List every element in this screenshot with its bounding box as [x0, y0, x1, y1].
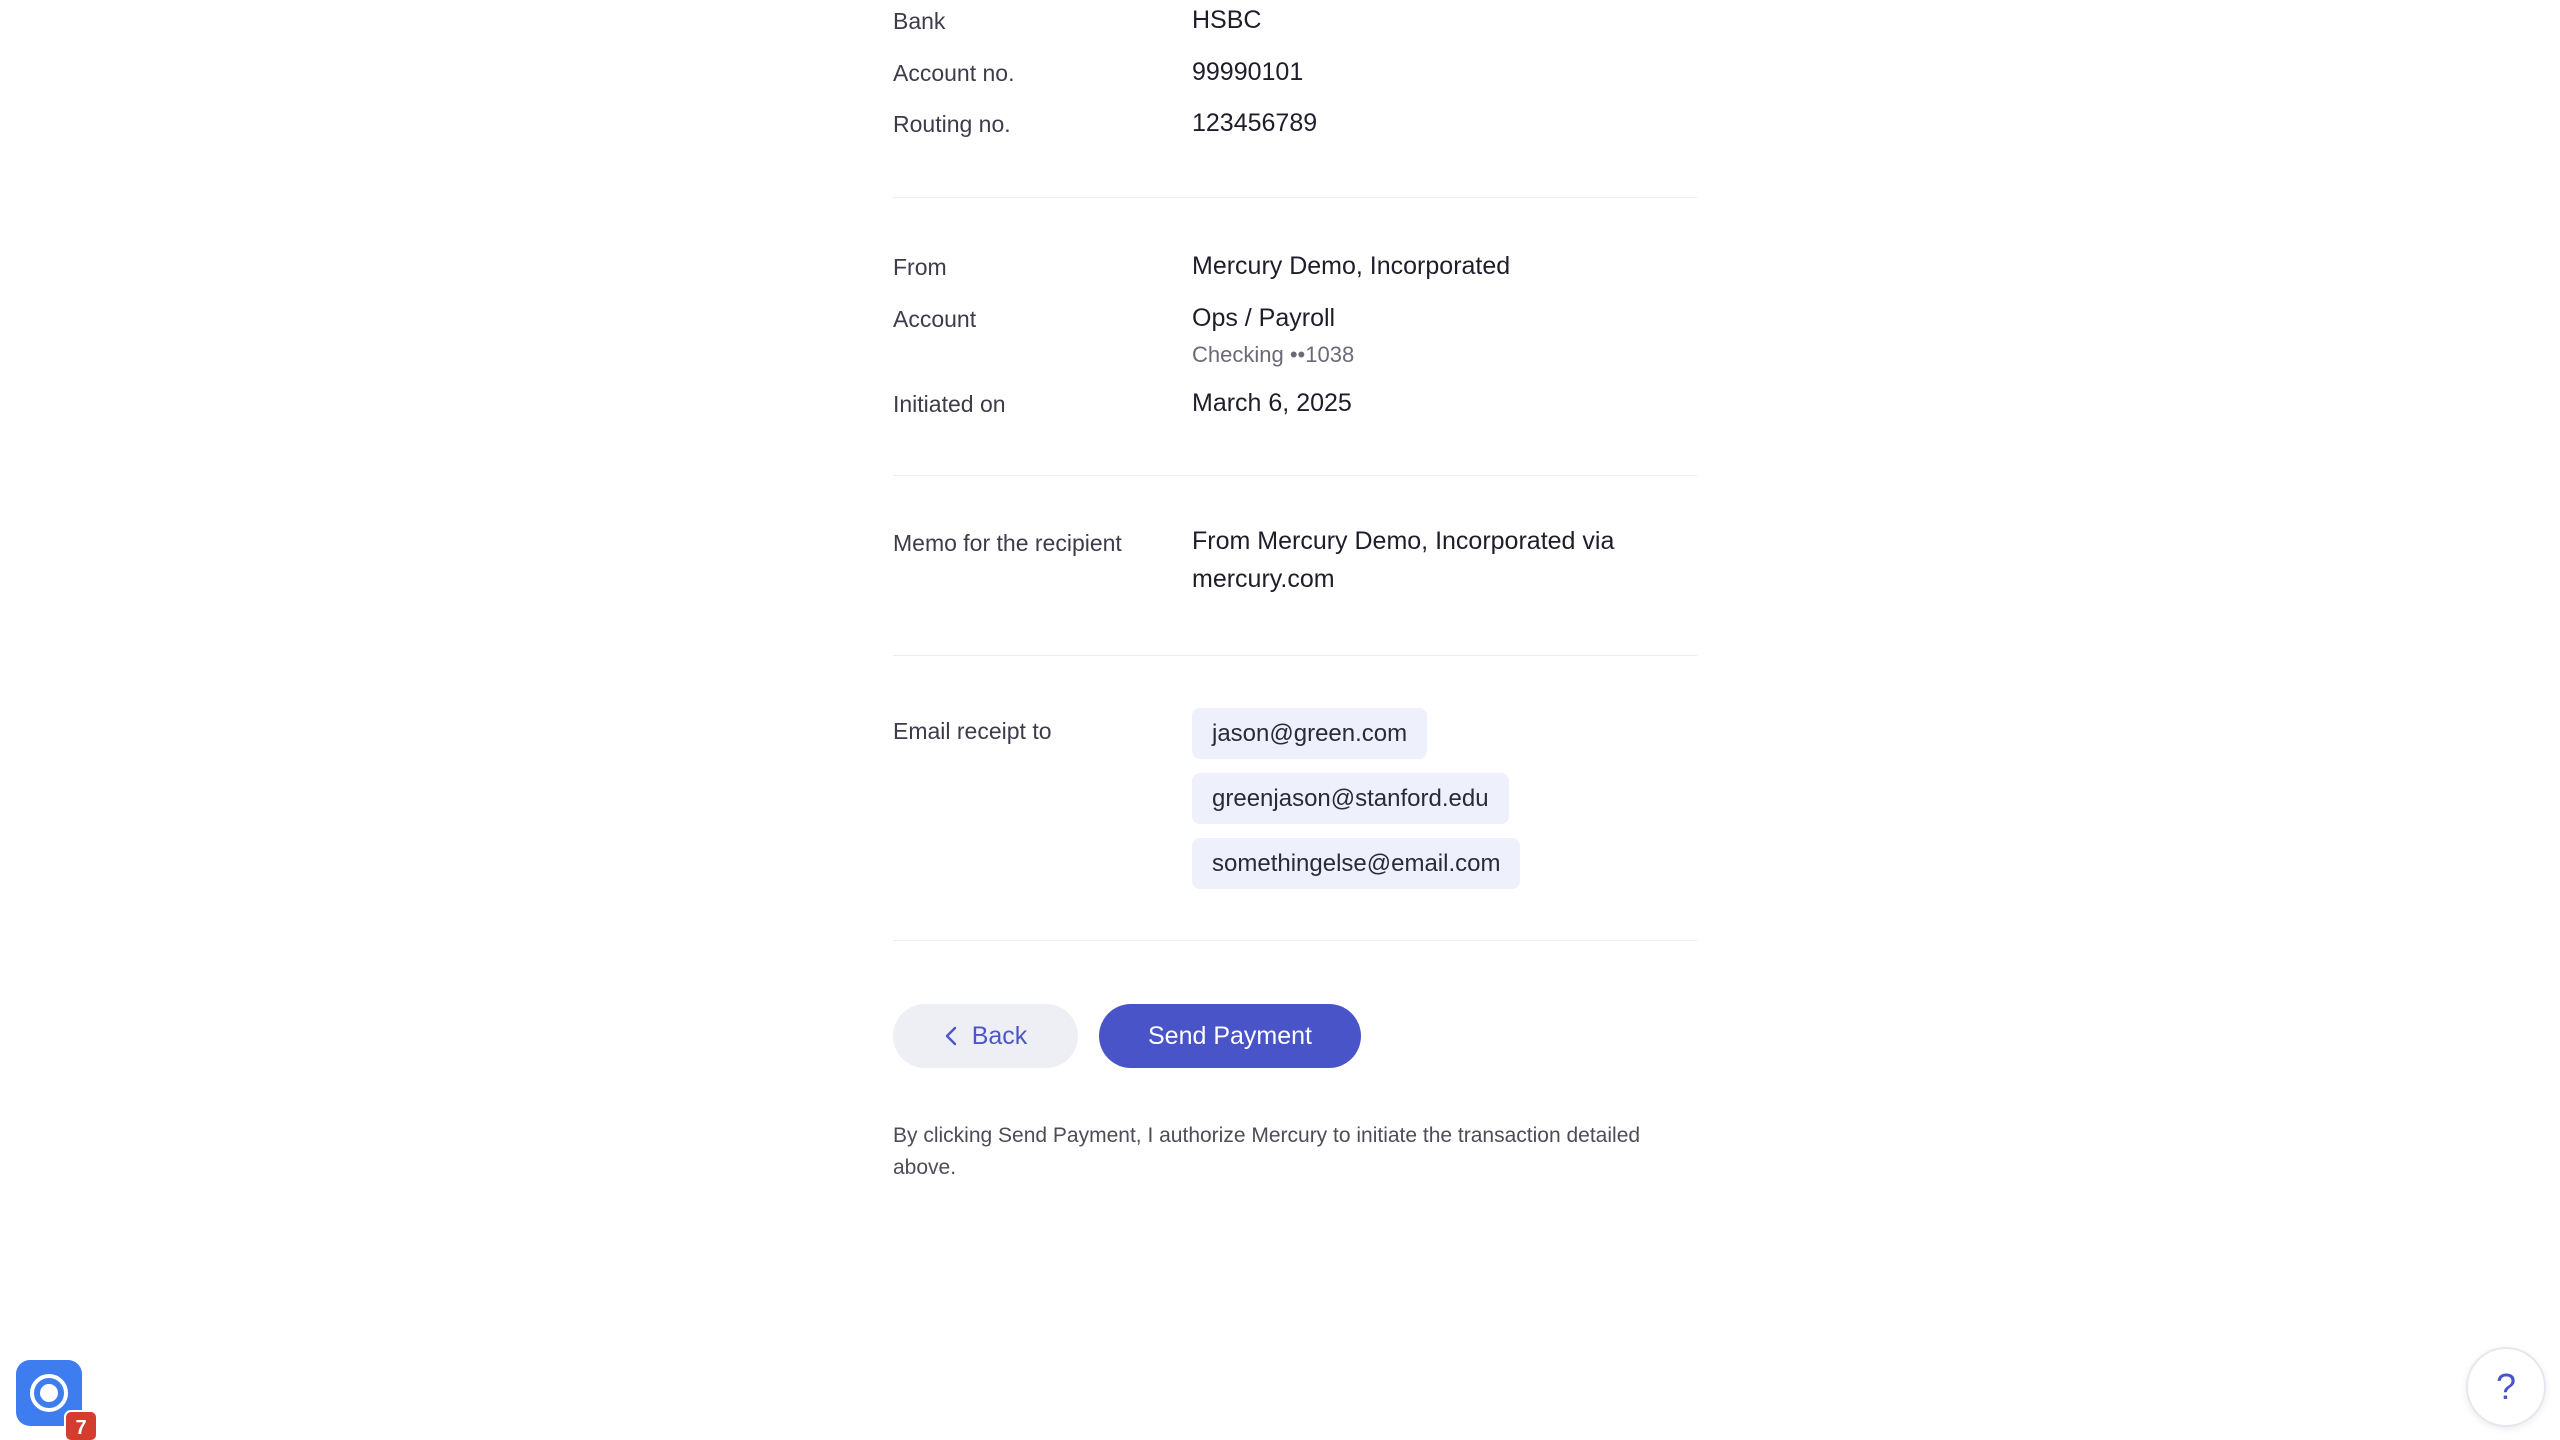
divider [893, 475, 1697, 476]
from-value: Mercury Demo, Incorporated [1192, 252, 1511, 280]
chevron-left-icon [944, 1025, 958, 1047]
initiated-value: March 6, 2025 [1192, 389, 1352, 417]
target-icon-glyph [27, 1371, 71, 1415]
bank-row [893, 8, 1697, 38]
account-number-row [893, 60, 1697, 90]
from-label: From [893, 254, 947, 280]
email-chip: greenjason@stanford.edu [1192, 773, 1509, 824]
account-detail: Checking ••1038 [1192, 342, 1355, 367]
account-number-value: 99990101 [1192, 58, 1304, 86]
divider [893, 197, 1697, 198]
back-button[interactable] [893, 1004, 1078, 1068]
bank-label: Bank [893, 8, 946, 34]
routing-number-label: Routing no. [893, 111, 1011, 137]
memo-row [893, 527, 1697, 610]
email-receipt-label: Email receipt to [893, 718, 1052, 744]
routing-number-value: 123456789 [1192, 109, 1318, 137]
account-name: Ops / Payroll [1192, 304, 1336, 332]
back-button-label: Back [971, 1021, 1028, 1050]
email-chip: somethingelse@email.com [1192, 838, 1520, 889]
memo-label: Memo for the recipient [893, 530, 1122, 556]
initiated-label: Initiated on [893, 391, 1006, 417]
help-button[interactable]: ? [2466, 1347, 2546, 1427]
from-row [893, 254, 1697, 284]
divider [893, 655, 1697, 656]
email-receipt-row [893, 718, 1697, 898]
memo-value: From Mercury Demo, Incorporated via mercury.com [1192, 527, 1615, 593]
account-number-label: Account no. [893, 60, 1015, 86]
authorization-disclaimer: By clicking Send Payment, I authorize Mercury to initiate the transaction detailed above. [893, 1124, 1641, 1179]
email-chip: jason@green.com [1192, 708, 1427, 759]
account-row [893, 306, 1697, 370]
account-label: Account [893, 306, 977, 332]
send-payment-button[interactable]: Send Payment [1099, 1004, 1361, 1068]
divider [893, 940, 1697, 941]
notification-badge: 7 [64, 1410, 98, 1440]
bank-value: HSBC [1192, 6, 1262, 34]
initiated-row [893, 391, 1697, 421]
routing-number-row [893, 111, 1697, 141]
